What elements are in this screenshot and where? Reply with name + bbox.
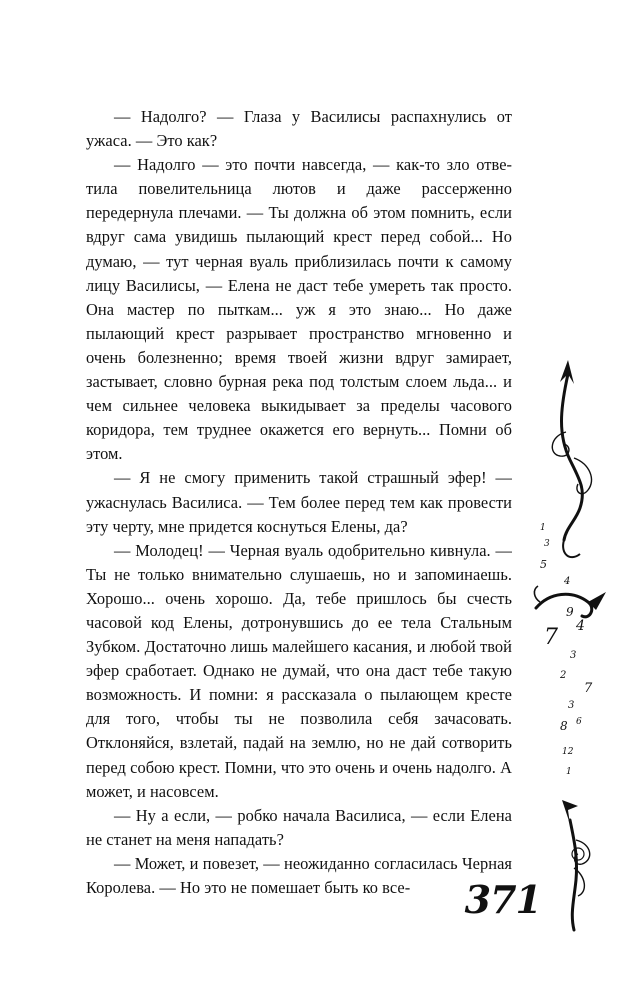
paragraph: — Я не смогу применить такой страшный эфер! — ужаснулась Василиса. — Тем более перед тем как провести эту черту, мне придется коснуться Елены, да? — [86, 468, 512, 536]
paragraph: — Может, и повезет, — неожиданно согласилась Черная Королева. — Но это не помешает быть ко все- — [86, 853, 512, 897]
ornament-numeral: 7 — [584, 681, 593, 696]
clock-hands-ornament — [530, 340, 644, 940]
ornament-numeral: 5 — [540, 558, 547, 571]
paragraph: — Ну а если, — робко начала Василиса, — если Елена не станет на меня нападать? — [86, 805, 512, 849]
ornament-numeral: 3 — [568, 700, 575, 711]
ornament-numeral: 3 — [570, 650, 577, 661]
ornament-numeral: 4 — [576, 618, 585, 634]
body-text — [86, 105, 512, 900]
paragraph: — Надолго? — Глаза у Василисы распахнулись от ужаса. — Это как? — [86, 107, 512, 151]
ornament-numeral: 12 — [562, 747, 574, 757]
page-number: 371 — [464, 877, 541, 922]
ornament-numeral: 1 — [540, 523, 546, 533]
ornament-numeral: 4 — [564, 576, 571, 587]
ornament-numeral: 6 — [576, 717, 582, 727]
upper-clock-hand-icon — [552, 360, 591, 557]
lower-clock-hand-icon — [562, 800, 590, 930]
paragraph: — Молодец! — Черная вуаль одобрительно кивнула. — Ты не только внимательно слушаешь, но и запоминаешь. Хорошо... очень хорошо. Да, тебе пришлось бы счесть часовой код Елены, дотронувшись до ее тела Стальным Зубком. Достаточно лишь малейшего касания, и любой твой эфер сработает. Однако не думай, что она даст тебе такую возможность. И помни: я рассказала о пылающем кресте для того, чтобы ты не позволила себя зачасовать. Отклоняйся, взлетай, падай на землю, но не дай сотворить перед собою крест. Помни, что это очень и очень надолго. А может, и насовсем. — [86, 540, 512, 801]
ornament-numeral: 1 — [566, 767, 572, 777]
ornament-numeral: 2 — [560, 670, 567, 681]
ornament-numeral: 7 — [544, 625, 558, 650]
ornament-numeral: 3 — [544, 539, 550, 549]
ornament-numeral: 9 — [566, 605, 574, 619]
paragraph: — Надолго — это почти навсегда, — как-то зло ответила повелительница лютов и даже рассерженно передернула плечами. — Ты должна об этом помнить, если вдруг сама увидишь пылающий крест перед собой... Но думаю, — тут черная вуаль приблизилась почти к самому лицу Василисы, — Елена не даст тебе умереть так просто. Она мастер по пыткам... уж я это знаю... Но даже пылающий крест разрывает пространство мгновенно и очень болезненно; время твоей жизни вдруг замирает, застывает, словно бурная река под толстым слоем льда... и чем сильнее человека выкидывает за пределы часового коридора, тем труднее окажется его вернуть... Помни об этом. — [86, 155, 512, 464]
ornament-numeral: 8 — [560, 719, 568, 733]
